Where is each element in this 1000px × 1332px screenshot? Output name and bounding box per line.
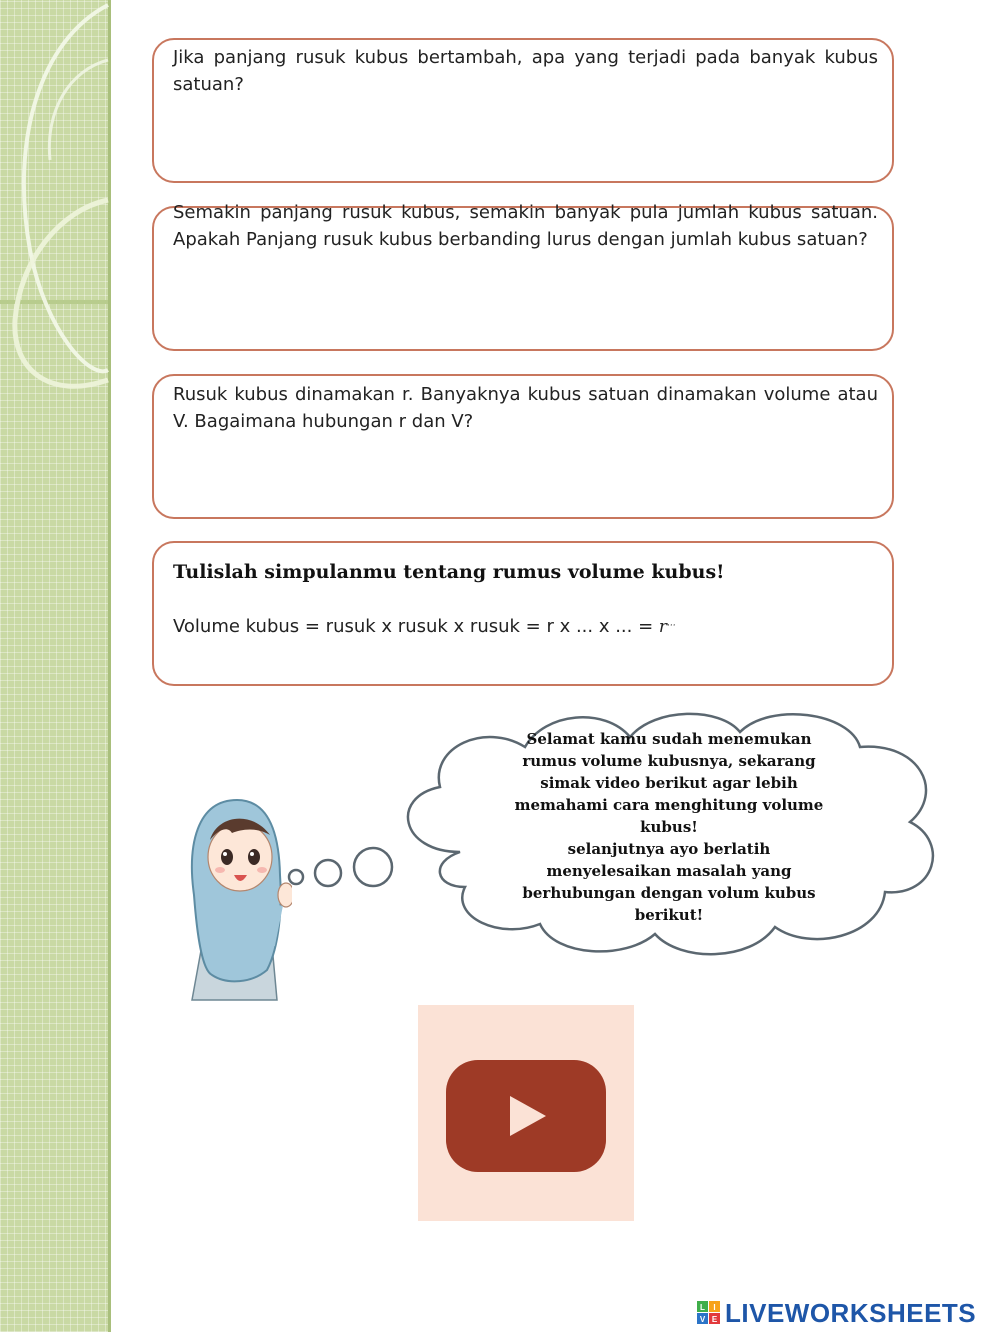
video-player[interactable]	[418, 1005, 634, 1221]
volume-formula	[173, 616, 676, 637]
swirl-decoration-icon	[0, 0, 140, 420]
bubble-line: menyelesaikan masalah yang	[546, 862, 792, 880]
bubble-line: berikut!	[634, 906, 704, 924]
formula-text: Volume kubus = rusuk x rusuk x rusuk = r x ... x ... =	[173, 616, 659, 637]
formula-exponent: ...	[667, 618, 676, 629]
brand-name: LIVEWORKSHEETS	[725, 1297, 977, 1328]
logo-letter: L	[700, 1303, 705, 1312]
thought-bubble-dots	[285, 840, 395, 900]
logo-letter: E	[711, 1315, 718, 1324]
bubble-line: Selamat kamu sudah menemukan	[526, 730, 812, 748]
logo-letter: I	[713, 1303, 716, 1312]
bubble-line: simak video berikut agar lebih	[540, 774, 798, 792]
youtube-play-icon[interactable]	[418, 1005, 634, 1221]
bubble-line: selanjutnya ayo berlatih	[567, 840, 771, 858]
girl-character-icon	[182, 795, 292, 1005]
formula-power	[659, 617, 676, 637]
speech-bubble-text	[500, 728, 838, 926]
conclusion-title: Tulislah simpulanmu tentang rumus volume kubus!	[173, 561, 725, 583]
bubble-line: rumus volume kubusnya, sekarang	[522, 752, 816, 770]
question-1-text: Jika panjang rusuk kubus bertambah, apa yang terjadi pada banyak kubus satuan?	[173, 47, 878, 95]
logo-letter: V	[699, 1315, 706, 1324]
formula-variable: r	[658, 617, 668, 637]
liveworksheets-logo[interactable]	[697, 1296, 976, 1330]
bubble-line: memahami cara menghitung volume	[514, 796, 824, 814]
bubble-line: kubus!	[640, 818, 698, 836]
bubble-line: berhubungan dengan volum kubus	[522, 884, 816, 902]
question-3-text: Rusuk kubus dinamakan r. Banyaknya kubus satuan dinamakan volume atau V. Bagaimana hubungan r dan V?	[173, 384, 878, 432]
question-2-text: Semakin panjang rusuk kubus, semakin banyak pula jumlah kubus satuan. Apakah Panjang rusuk kubus berbanding lurus dengan jumlah kubus satuan?	[173, 202, 878, 250]
liveworksheets-logo-icon	[697, 1301, 721, 1325]
